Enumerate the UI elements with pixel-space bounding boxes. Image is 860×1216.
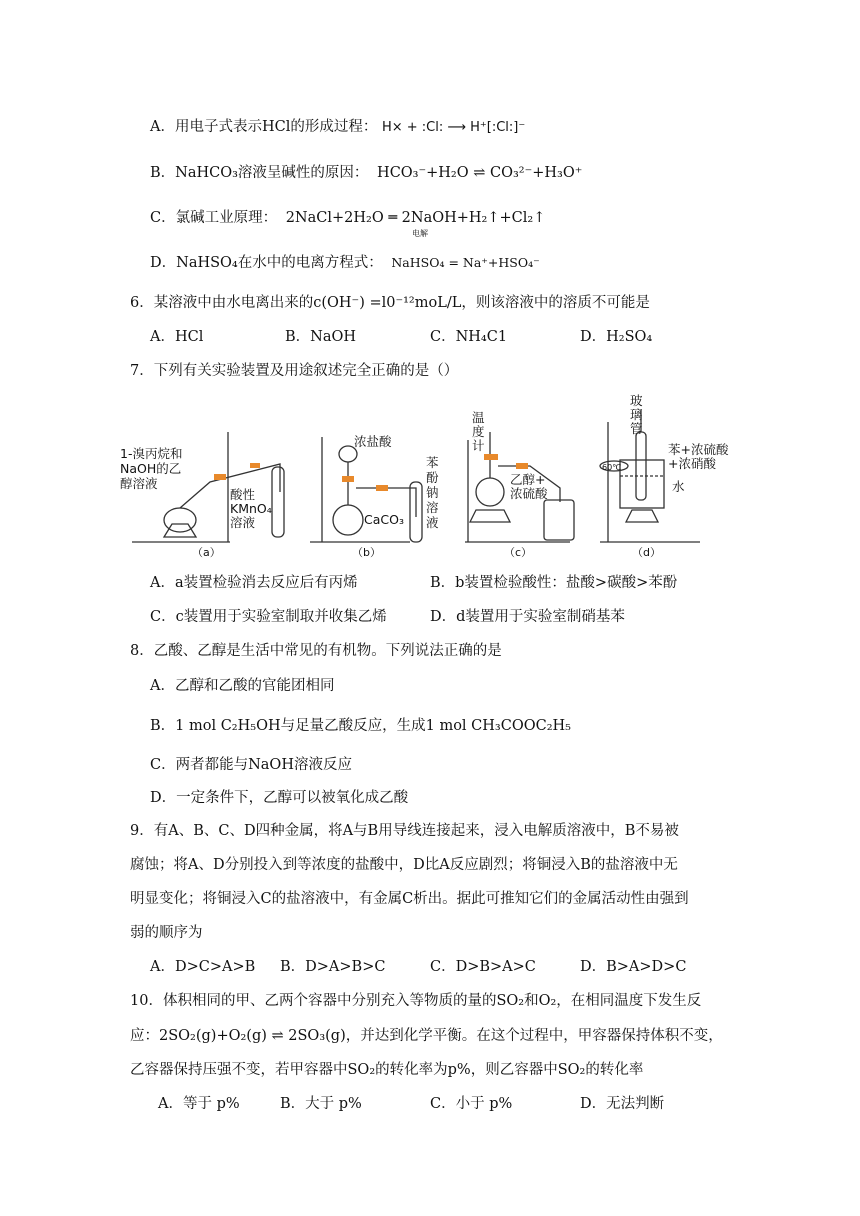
q5-option-d <box>150 253 540 273</box>
c-thermo-3: 计 <box>472 438 485 453</box>
d-reagent-1: 苯+浓硫酸 <box>668 442 729 457</box>
q9-option-b: B．D>A>B>C <box>280 959 386 975</box>
b-phenolate-3: 钠 <box>426 485 439 500</box>
q5-option-c <box>150 208 546 238</box>
b-stopper <box>342 476 354 482</box>
d-tag: （d） <box>632 546 661 559</box>
q7-option-a: A．a装置检验消去反应后有丙烯 <box>150 575 358 591</box>
q9-option-a: A．D>C>A>B <box>150 959 256 975</box>
q10-line-2: 应：2SO₂(g)+O₂(g) ⇌ 2SO₃(g)，并达到化学平衡。在这个过程中，甲容器保持体积不变， <box>130 1028 723 1044</box>
q9-line-2: 腐蚀；将A、D分别投入到等浓度的盐酸中，D比A反应剧烈；将铜浸入B的盐溶液中无 <box>130 857 678 873</box>
b-phenolate-1: 苯 <box>426 455 439 470</box>
c-tag: （c） <box>504 546 533 559</box>
q10-line-1: 10．体积相同的甲、乙两个容器中分别充入等物质的量的SO₂和O₂，在相同温度下发生反 <box>130 993 702 1009</box>
a-lamp <box>164 524 196 537</box>
c-lamp <box>470 510 510 522</box>
d-test-tube <box>636 432 646 500</box>
c-thermo-1: 温 <box>472 410 485 425</box>
q9-line-4: 弱的顺序为 <box>130 925 203 941</box>
q5-option-b-formula: HCO₃⁻+H₂O ⇌ CO₃²⁻+H₃O⁺ <box>377 165 583 181</box>
q9-option-c: C．D>B>A>C <box>430 959 536 975</box>
a-connector <box>214 474 226 480</box>
q8-option-d: D．一定条件下，乙醇可以被氧化成乙酸 <box>150 790 409 806</box>
q5-option-a-label: A．用电子式表示HCl的形成过程： <box>150 119 378 135</box>
q5-option-c-label: C．氯碱工业原理： <box>150 210 278 226</box>
d-tube-1: 玻 <box>630 393 643 408</box>
q7-option-c: C．c装置用于实验室制取并收集乙烯 <box>150 609 387 625</box>
b-flask <box>333 505 363 535</box>
q10-option-d: D．无法判断 <box>580 1096 665 1112</box>
d-temp-label: 60℃ <box>602 463 622 472</box>
a-kmno4-line-3: 溶液 <box>230 515 256 530</box>
q10-option-a: A．等于 p% <box>158 1096 240 1112</box>
q8-option-b: B．1 mol C₂H₅OH与足量乙酸反应，生成1 mol CH₃COOC₂H₅ <box>150 718 571 734</box>
q7-option-d: D．d装置用于实验室制硝基苯 <box>430 609 625 625</box>
c-stopper <box>484 454 498 460</box>
q10-option-c: C．小于 p% <box>430 1096 513 1112</box>
q7-option-b: B．b装置检验酸性：盐酸>碳酸>苯酚 <box>430 575 678 591</box>
q5-option-a <box>150 117 525 138</box>
c-thermo-2: 度 <box>472 424 485 439</box>
b-tag: （b） <box>352 546 381 559</box>
q5-option-c-condition: 电解 <box>412 229 428 238</box>
q7-stem: 7．下列有关实验装置及用途叙述完全正确的是（） <box>130 363 459 379</box>
q6-option-d: D．H₂SO₄ <box>580 329 653 345</box>
q5-option-a-formula: H× + :Cl: ⟶ H⁺[:Cl:]⁻ <box>381 120 526 135</box>
q5-option-b <box>150 163 582 183</box>
q6-option-c: C．NH₄C1 <box>430 329 508 345</box>
c-reagent-1: 乙醇+ <box>510 472 546 487</box>
d-reagent-2: +浓硝酸 <box>668 456 716 471</box>
q7-apparatus-figure <box>120 392 770 562</box>
q8-option-c: C．两者都能与NaOH溶液反应 <box>150 757 352 773</box>
b-connector <box>376 485 388 491</box>
q5-option-d-label: D．NaHSO₄在水中的电离方程式： <box>150 255 383 271</box>
q8-option-a: A．乙醇和乙酸的官能团相同 <box>150 678 335 694</box>
a-connector-2 <box>250 463 260 468</box>
c-flask <box>476 478 504 506</box>
b-acid-label: 浓盐酸 <box>354 434 392 449</box>
q6-stem: 6．某溶液中由水电离出来的c(OH⁻) =l0⁻¹²moL/L，则该溶液中的溶质不可能是 <box>130 295 650 311</box>
a-reagent-line-3: 醇溶液 <box>120 476 158 491</box>
q10-line-3: 乙容器保持压强不变，若甲容器中SO₂的转化率为p%，则乙容器中SO₂的转化率 <box>130 1062 644 1078</box>
b-solid-label: CaCO₃ <box>364 512 404 527</box>
b-phenolate-2: 酚 <box>426 470 439 485</box>
c-connector <box>516 463 528 469</box>
d-tube-3: 管 <box>630 421 643 436</box>
d-water-bath <box>620 460 664 508</box>
a-test-tube <box>272 467 284 537</box>
a-reagent-line-2: NaOH的乙 <box>120 461 182 476</box>
b-phenolate-5: 液 <box>426 515 439 530</box>
c-reagent-2: 浓硫酸 <box>510 486 548 501</box>
q9-option-d: D．B>A>D>C <box>580 959 687 975</box>
q8-stem: 8．乙酸、乙醇是生活中常见的有机物。下列说法正确的是 <box>130 643 502 659</box>
q9-line-3: 明显变化；将铜浸入C的盐溶液中，有金属C析出。据此可推知它们的金属活动性由强到 <box>130 891 689 907</box>
d-tube-2: 璃 <box>630 407 643 422</box>
a-tag: （a） <box>192 546 221 559</box>
c-collector <box>544 500 574 540</box>
q6-option-a: A．HCl <box>150 329 204 345</box>
a-kmno4-line-2: KMnO₄ <box>230 501 272 516</box>
a-reagent-line-1: 1-溴丙烷和 <box>120 446 183 461</box>
q6-option-b: B．NaOH <box>285 329 357 345</box>
q5-option-d-formula: NaHSO₄ = Na⁺+HSO₄⁻ <box>391 255 540 270</box>
q5-option-c-formula: 2NaCl+2H₂O ═ 2NaOH+H₂↑+Cl₂↑ <box>285 210 546 226</box>
q5-option-b-label: B．NaHCO₃溶液呈碱性的原因： <box>150 165 369 181</box>
d-water-label: 水 <box>672 479 685 494</box>
q10-option-b: B．大于 p% <box>280 1096 362 1112</box>
a-kmno4-line-1: 酸性 <box>230 487 256 502</box>
q9-line-1: 9．有A、B、C、D四种金属，将A与B用导线连接起来，浸入电解质溶液中，B不易被 <box>130 823 679 839</box>
d-lamp <box>626 510 658 522</box>
b-phenolate-4: 溶 <box>426 500 439 515</box>
